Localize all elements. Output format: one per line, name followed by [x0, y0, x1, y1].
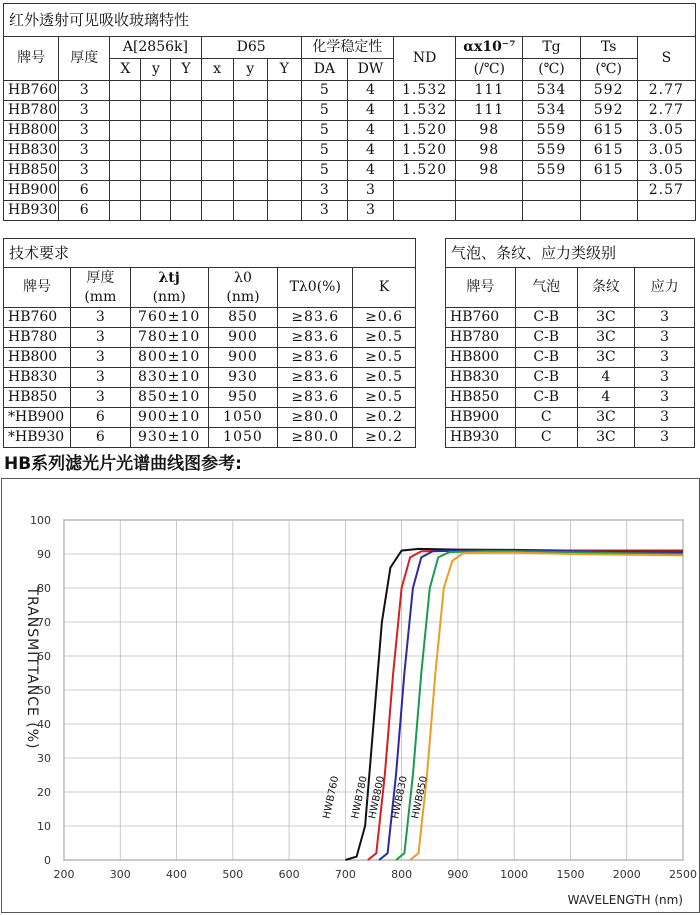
x-axis-label: WAVELENGTH (nm): [567, 893, 683, 907]
table-cell: [141, 161, 171, 181]
table-cell: HB760: [4, 81, 59, 101]
table-cell: C: [515, 428, 577, 448]
x-tick-label: 200: [53, 868, 75, 881]
table3-title: 气泡、条纹、应力类级别: [446, 239, 695, 268]
technical-requirements-table: [3, 238, 416, 448]
table-cell: 3: [59, 81, 110, 101]
y-axis-label: TRANSMITTANCE (%): [24, 586, 40, 750]
table-cell: 900: [208, 328, 278, 348]
table-cell: C: [515, 408, 577, 428]
x-tick-label: 2000: [612, 868, 641, 881]
table-cell: HB800: [4, 121, 59, 141]
table-cell: 1.532: [394, 81, 456, 101]
table-cell: ≥83.6: [278, 388, 353, 408]
table-cell: HB780: [4, 328, 71, 348]
table-cell: [233, 121, 267, 141]
table-cell: 3: [347, 181, 393, 201]
x-tick-label: 700: [334, 868, 356, 881]
table-cell: ≥83.6: [278, 348, 353, 368]
table-row: [4, 141, 696, 161]
table-cell: 559: [523, 141, 580, 161]
table1-header-tg: Tg: [523, 37, 580, 59]
table-cell: 3.05: [637, 121, 695, 141]
glass-properties-table: [3, 3, 696, 221]
table2-header-t-lambda0: Tλ0(%): [278, 268, 353, 308]
table-cell: [141, 181, 171, 201]
table-cell: 3: [635, 408, 695, 428]
series-label: HWB760: [321, 775, 342, 820]
table-cell: C-B: [515, 308, 577, 328]
table-cell: ≥0.5: [353, 328, 416, 348]
table-row: [4, 388, 416, 408]
table-cell: 3: [70, 368, 130, 388]
series-label: HWB780: [350, 775, 370, 820]
table-cell: 830±10: [130, 368, 208, 388]
table-cell: [201, 201, 233, 221]
table1-sub-d65-y: y: [233, 59, 267, 81]
table-cell: ≥0.5: [353, 348, 416, 368]
table-row: [446, 428, 695, 448]
table-cell: [523, 201, 580, 221]
table-cell: [456, 181, 523, 201]
table-cell: 5: [301, 101, 347, 121]
table-cell: 3C: [577, 308, 635, 328]
table-cell: HB900: [446, 408, 516, 428]
table-row: [4, 201, 696, 221]
table-cell: 3C: [577, 328, 635, 348]
table-cell: 98: [456, 121, 523, 141]
table1-sub-a-X: X: [110, 59, 141, 81]
series-label: HWB850: [410, 775, 431, 820]
table-cell: 3: [635, 348, 695, 368]
table-cell: 615: [580, 161, 637, 181]
x-tick-label: 1000: [500, 868, 529, 881]
table1-header-s: S: [637, 37, 695, 81]
table-cell: 3.05: [637, 141, 695, 161]
table2-header-brand: 牌号: [4, 268, 71, 308]
table-cell: 1.520: [394, 141, 456, 161]
table-cell: [110, 141, 141, 161]
table-cell: [110, 161, 141, 181]
table-cell: 1050: [208, 428, 278, 448]
table-cell: HB760: [446, 308, 516, 328]
table-cell: ≥83.6: [278, 328, 353, 348]
table-cell: 3: [635, 428, 695, 448]
series-label: HWB800: [367, 775, 388, 820]
y-tick-label: 80: [37, 582, 51, 595]
table-cell: C-B: [515, 368, 577, 388]
table1-header-d65: D65: [201, 37, 301, 59]
table-cell: 5: [301, 121, 347, 141]
table-cell: 3C: [577, 348, 635, 368]
table-cell: [267, 201, 301, 221]
table1-header-a2856k: A[2856k]: [110, 37, 201, 59]
table-cell: [267, 101, 301, 121]
table1-title: 红外透射可见吸收玻璃特性: [4, 4, 696, 37]
table1-header-chem: 化学稳定性: [301, 37, 393, 59]
table-cell: ≥0.2: [353, 408, 416, 428]
y-tick-label: 10: [37, 820, 51, 833]
table3-header-stripe: 条纹: [577, 268, 635, 308]
table-cell: [110, 101, 141, 121]
table2-body: [4, 308, 416, 448]
table-row: [4, 428, 416, 448]
table1-sub-a-y: y: [141, 59, 171, 81]
table-row: [4, 308, 416, 328]
table-cell: [201, 181, 233, 201]
x-tick-label: 300: [109, 868, 131, 881]
table-cell: [141, 121, 171, 141]
table-cell: [171, 201, 201, 221]
table-cell: 559: [523, 121, 580, 141]
table-cell: 4: [347, 141, 393, 161]
table-cell: [394, 201, 456, 221]
table-cell: [523, 181, 580, 201]
table-cell: [171, 121, 201, 141]
table-cell: [233, 81, 267, 101]
table-cell: 5: [301, 81, 347, 101]
table-cell: ≥0.2: [353, 428, 416, 448]
table-cell: 98: [456, 161, 523, 181]
table-cell: [233, 141, 267, 161]
table1-sub-a-Y: Y: [171, 59, 201, 81]
bubble-stripe-stress-table: [445, 238, 695, 448]
table-cell: 4: [347, 161, 393, 181]
table-cell: 3: [59, 161, 110, 181]
chart-heading: HB系列滤光片光谱曲线图参考:: [4, 454, 242, 474]
table-cell: 534: [523, 101, 580, 121]
table-cell: C-B: [515, 388, 577, 408]
table-cell: 3: [59, 121, 110, 141]
table-cell: C-B: [515, 328, 577, 348]
y-tick-label: 50: [37, 684, 51, 697]
table-cell: HB800: [4, 348, 71, 368]
table-cell: HB830: [4, 141, 59, 161]
table-cell: 111: [456, 101, 523, 121]
y-tick-label: 20: [37, 786, 51, 799]
table-cell: [267, 181, 301, 201]
table-cell: [233, 161, 267, 181]
table-row: [4, 348, 416, 368]
table-row: [446, 308, 695, 328]
table-cell: ≥80.0: [278, 408, 353, 428]
table-row: [446, 408, 695, 428]
table-cell: HB800: [446, 348, 516, 368]
table-cell: 4: [347, 121, 393, 141]
table-cell: 3: [59, 101, 110, 121]
table1-header-alpha-unit: (/℃): [456, 59, 523, 81]
table-row: [4, 368, 416, 388]
table-cell: [141, 141, 171, 161]
table-cell: 592: [580, 101, 637, 121]
y-tick-label: 40: [37, 718, 51, 731]
table-cell: [141, 201, 171, 221]
table-cell: 4: [577, 388, 635, 408]
table-cell: 930±10: [130, 428, 208, 448]
table-cell: 6: [70, 408, 130, 428]
table-cell: 3: [635, 368, 695, 388]
table-cell: 1050: [208, 408, 278, 428]
table-cell: [267, 121, 301, 141]
table-cell: 615: [580, 121, 637, 141]
y-tick-label: 100: [30, 514, 51, 527]
table-cell: 3: [70, 388, 130, 408]
table-cell: HB930: [446, 428, 516, 448]
table-cell: 3: [301, 201, 347, 221]
table-cell: HB850: [446, 388, 516, 408]
table-cell: [394, 181, 456, 201]
table-cell: [267, 81, 301, 101]
table1-sub-dw: DW: [347, 59, 393, 81]
table-cell: 5: [301, 161, 347, 181]
table-cell: 534: [523, 81, 580, 101]
table-cell: 1.520: [394, 161, 456, 181]
table-cell: 2.77: [637, 101, 695, 121]
table-row: [4, 121, 696, 141]
x-tick-label: 1500: [556, 868, 585, 881]
table-cell: [171, 101, 201, 121]
table2-header-thickness: 厚度 (mm: [70, 268, 130, 308]
x-tick-label: 2500: [669, 868, 697, 881]
table-cell: *HB900: [4, 408, 71, 428]
table-cell: 98: [456, 141, 523, 161]
table-row: [4, 181, 696, 201]
table-cell: [580, 181, 637, 201]
table-cell: ≥0.6: [353, 308, 416, 328]
table-row: [446, 388, 695, 408]
table1-sub-d65-x: x: [201, 59, 233, 81]
table-cell: [233, 181, 267, 201]
table-cell: 2.77: [637, 81, 695, 101]
table-cell: 850±10: [130, 388, 208, 408]
table-cell: [637, 201, 695, 221]
table1-sub-d65-Y: Y: [267, 59, 301, 81]
table-cell: [201, 141, 233, 161]
table1-sub-da: DA: [301, 59, 347, 81]
table2-header-lambda0: λ0 (nm): [208, 268, 278, 308]
table-cell: 3C: [577, 408, 635, 428]
table-cell: 3: [59, 141, 110, 161]
table-row: [4, 81, 696, 101]
table-cell: 780±10: [130, 328, 208, 348]
table-row: [446, 368, 695, 388]
table-cell: 3: [347, 201, 393, 221]
table-cell: 592: [580, 81, 637, 101]
table-cell: 615: [580, 141, 637, 161]
table-cell: [267, 161, 301, 181]
table-cell: 6: [59, 201, 110, 221]
table-cell: 3: [635, 308, 695, 328]
table3-body: [446, 308, 695, 448]
table2-header-k: K: [353, 268, 416, 308]
y-tick-label: 30: [37, 752, 51, 765]
table1-header-brand: 牌号: [4, 37, 59, 81]
table-cell: [110, 121, 141, 141]
x-tick-label: 400: [166, 868, 188, 881]
table-cell: ≥83.6: [278, 368, 353, 388]
table-cell: 950: [208, 388, 278, 408]
table1-header-ts: Ts: [580, 37, 637, 59]
table-cell: HB780: [4, 101, 59, 121]
table-cell: [201, 121, 233, 141]
table3-header-brand: 牌号: [446, 268, 516, 308]
table-row: [446, 328, 695, 348]
table1-header-alpha: αx10⁻⁷: [456, 37, 523, 59]
x-tick-label: 500: [222, 868, 244, 881]
table-cell: [580, 201, 637, 221]
table-cell: *HB930: [4, 428, 71, 448]
series-label: HWB830: [390, 775, 410, 820]
y-tick-label: 90: [37, 548, 51, 561]
table-cell: 3: [70, 348, 130, 368]
x-tick-label: 600: [278, 868, 300, 881]
table-cell: HB830: [4, 368, 71, 388]
table2-title: 技术要求: [4, 239, 416, 268]
table-cell: [201, 101, 233, 121]
spectrum-chart-svg: [2, 479, 699, 912]
table-cell: 6: [59, 181, 110, 201]
table-cell: ≥83.6: [278, 308, 353, 328]
table-cell: [201, 161, 233, 181]
table-cell: [233, 101, 267, 121]
table-cell: HB780: [446, 328, 516, 348]
table-cell: 3.05: [637, 161, 695, 181]
table-cell: HB760: [4, 308, 71, 328]
table-cell: [456, 201, 523, 221]
table-cell: 3: [635, 388, 695, 408]
table-cell: HB930: [4, 201, 59, 221]
table-row: [4, 161, 696, 181]
table1-header-ts-unit: (℃): [580, 59, 637, 81]
table-cell: 4: [347, 101, 393, 121]
table-cell: 6: [70, 428, 130, 448]
table-row: [4, 328, 416, 348]
x-tick-label: 800: [391, 868, 413, 881]
table-cell: 1.520: [394, 121, 456, 141]
table-cell: 2.57: [637, 181, 695, 201]
table-cell: HB900: [4, 181, 59, 201]
table-cell: 1.532: [394, 101, 456, 121]
table-cell: 559: [523, 161, 580, 181]
table-row: [4, 408, 416, 428]
table-cell: 111: [456, 81, 523, 101]
table-cell: [171, 161, 201, 181]
y-tick-label: 0: [44, 854, 51, 867]
table2-header-lambda-tj: λtj (nm): [130, 268, 208, 308]
table-cell: 800±10: [130, 348, 208, 368]
table-cell: 3C: [577, 428, 635, 448]
table1-body: [4, 81, 696, 221]
table-cell: 900±10: [130, 408, 208, 428]
table-cell: 900: [208, 348, 278, 368]
table-cell: [141, 81, 171, 101]
table1-header-nd: ND: [394, 37, 456, 81]
table3-header-bubble: 气泡: [515, 268, 577, 308]
table-cell: [201, 81, 233, 101]
table1-header-tg-unit: (℃): [523, 59, 580, 81]
table-cell: 3: [301, 181, 347, 201]
table-cell: [110, 181, 141, 201]
table-row: [4, 101, 696, 121]
table-cell: [171, 141, 201, 161]
table-cell: 3: [635, 328, 695, 348]
table-row: [446, 348, 695, 368]
x-tick-label: 900: [447, 868, 469, 881]
table-cell: ≥0.5: [353, 368, 416, 388]
table-cell: ≥80.0: [278, 428, 353, 448]
table-cell: 3: [70, 308, 130, 328]
table-cell: [171, 81, 201, 101]
table-cell: HB830: [446, 368, 516, 388]
table3-header-stress: 应力: [635, 268, 695, 308]
table-cell: C-B: [515, 348, 577, 368]
table-cell: HB850: [4, 161, 59, 181]
table-cell: [267, 141, 301, 161]
table-cell: [233, 201, 267, 221]
table-cell: 930: [208, 368, 278, 388]
table-cell: 760±10: [130, 308, 208, 328]
table-cell: 4: [347, 81, 393, 101]
table-cell: 3: [70, 328, 130, 348]
spectrum-chart: [1, 478, 700, 913]
y-tick-label: 60: [37, 650, 51, 663]
table-cell: [171, 181, 201, 201]
table-cell: [110, 81, 141, 101]
table-cell: 850: [208, 308, 278, 328]
table-cell: 5: [301, 141, 347, 161]
table-cell: [110, 201, 141, 221]
table-cell: ≥0.5: [353, 388, 416, 408]
y-tick-label: 70: [37, 616, 51, 629]
table-cell: 4: [577, 368, 635, 388]
table1-header-thickness: 厚度: [59, 37, 110, 81]
table-cell: [141, 101, 171, 121]
table-cell: HB850: [4, 388, 71, 408]
